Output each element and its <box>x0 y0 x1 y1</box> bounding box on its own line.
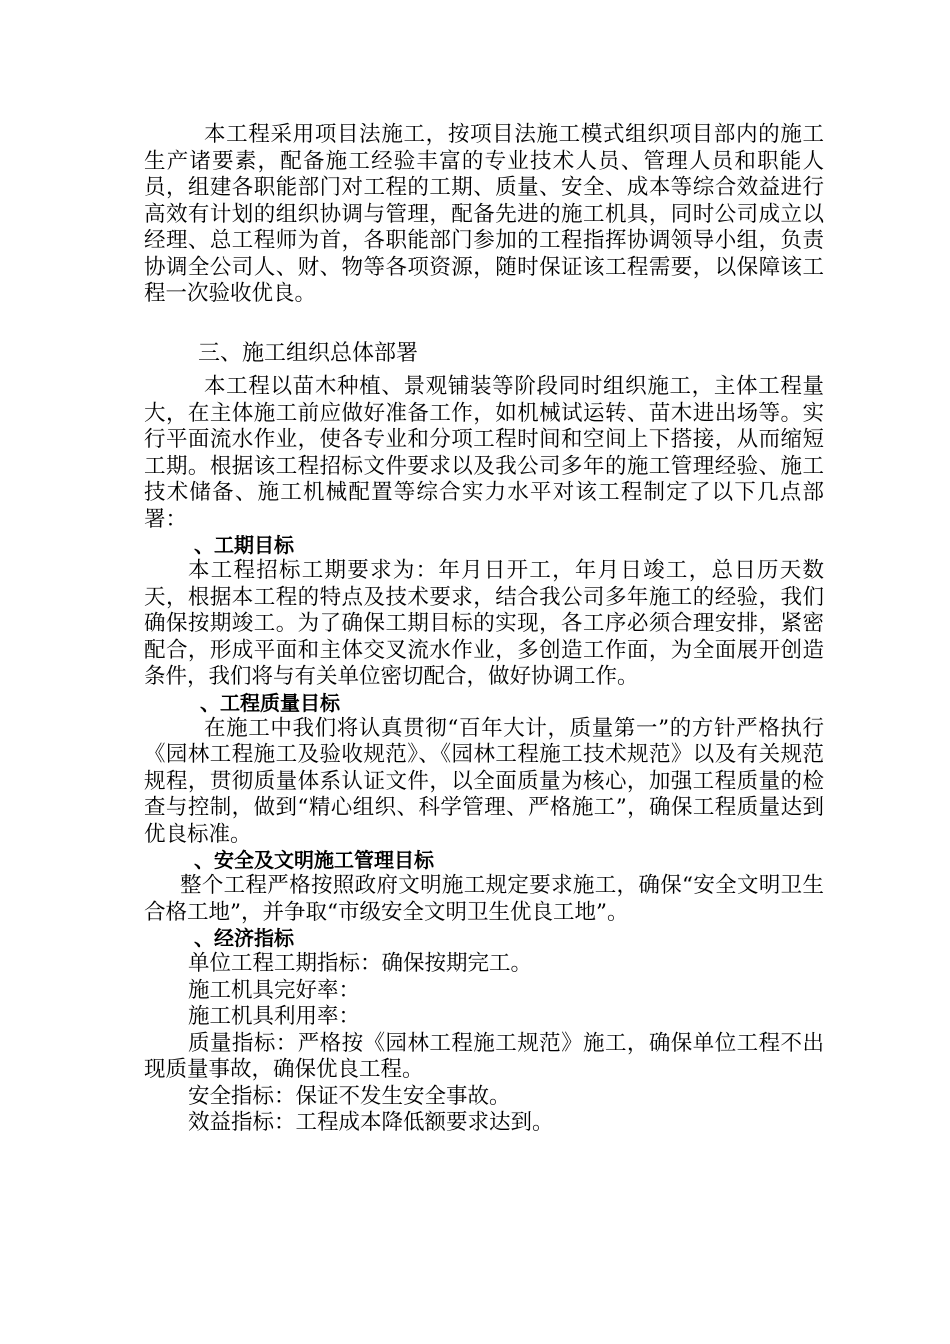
economic-item: 施工机具完好率： <box>188 977 361 1003</box>
economic-item: 效益指标：工程成本降低额要求达到。 <box>188 1110 554 1135</box>
economic-item: 单位工程工期指标：确保按期完工。 <box>188 951 533 976</box>
safety-goal-paragraph: 整个工程严格按照政府文明施工规定要求施工，确保“安全文明卫生合格工地”，并争取“市级安全文明卫生优良工地”。 <box>144 873 824 925</box>
economic-item: 质量指标：严格按《园林工程施工规范》施工，确保单位工程不出现质量事故，确保优良工程。 <box>144 1030 824 1082</box>
section-body <box>144 374 824 1137</box>
section-heading: 三、施工组织总体部署 <box>198 341 419 366</box>
schedule-goal-heading: 、工期目标 <box>194 533 294 557</box>
intro-block <box>144 122 824 308</box>
economic-item: 安全指标：保证不发生安全事故。 <box>188 1083 511 1109</box>
section-intro-paragraph: 本工程以苗木种植、景观铺装等阶段同时组织施工，主体工程量大，在主体施工前应做好准备工作，如机械试运转、苗木进出场等。实行平面流水作业，使各专业和分项工程时间和空间上下搭接，从而缩短工期。根据该工程招标文件要求以及我公司多年的施工管理经验、施工技术储备、施工机械配置等综合实力水平对该工程制定了以下几点部署： <box>144 374 824 532</box>
economic-indicators-heading: 、经济指标 <box>194 926 294 950</box>
schedule-goal-paragraph: 本工程招标工期要求为：年月日开工，年月日竣工，总日历天数天，根据本工程的特点及技术要求，结合我公司多年施工的经验，我们确保按期竣工。为了确保工期目标的实现，各工序必须合理安排，紧密配合，形成平面和主体交叉流水作业，多创造工作面，为全面展开创造条件，我们将与有关单位密切配合，做好协调工作。 <box>144 558 824 689</box>
safety-goal-heading: 、安全及文明施工管理目标 <box>194 848 434 872</box>
intro-paragraph: 本工程采用项目法施工，按项目法施工模式组织项目部内的施工生产诸要素，配备施工经验丰富的专业技术人员、管理人员和职能人员，组建各职能部门对工程的工期、质量、安全、成本等综合效益进行高效有计划的组织协调与管理，配备先进的施工机具，同时公司成立以经理、总工程师为首，各职能部门参加的工程指挥协调领导小组，负责协调全公司人、财、物等各项资源，随时保证该工程需要，以保障该工程一次验收优良。 <box>144 122 824 306</box>
economic-item: 施工机具利用率： <box>188 1004 361 1029</box>
quality-goal-paragraph: 在施工中我们将认真贯彻“百年大计，质量第一”的方针严格执行《园林工程施工及验收规范》、《园林工程施工技术规范》以及有关规范规程，贯彻质量体系认证文件，以全面质量为核心，加强工程质量的检查与控制，做到“精心组织、科学管理、严格施工”，确保工程质量达到优良标准。 <box>144 715 824 847</box>
quality-goal-heading: 、工程质量目标 <box>200 690 340 715</box>
